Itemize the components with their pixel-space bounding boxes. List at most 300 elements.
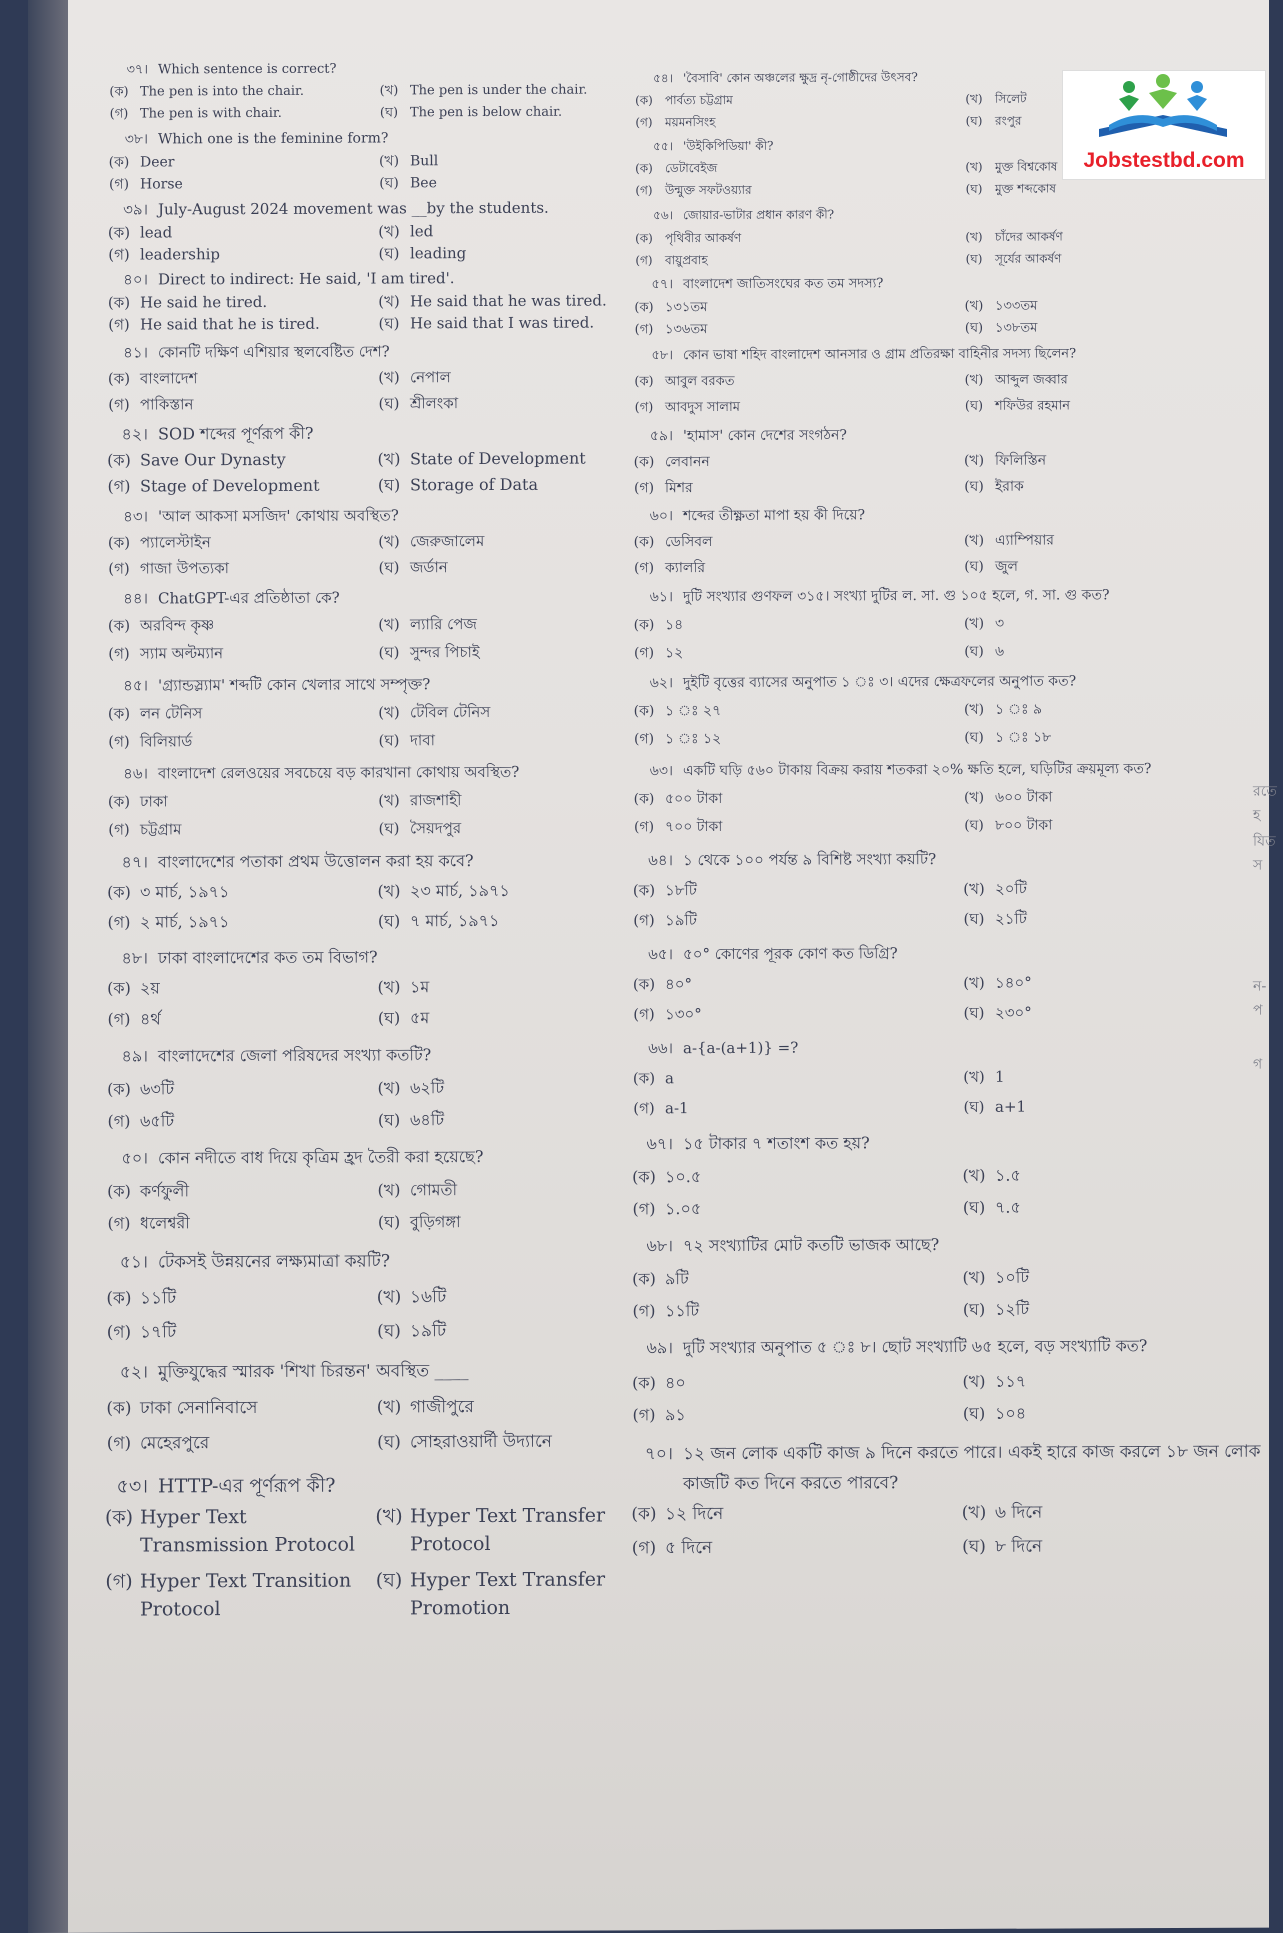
option	[953, 1495, 1283, 1530]
option-label: (খ)	[376, 1287, 402, 1308]
option-text: leadership	[140, 245, 221, 264]
option-text: পার্বত্য চট্টগ্রাম	[665, 92, 733, 108]
edge-fragment: গ	[1253, 1056, 1263, 1073]
option	[368, 1565, 638, 1628]
question-text: ঢাকা বাংলাদেশের কত তম বিভাগ?	[158, 947, 378, 968]
option	[368, 813, 638, 842]
option	[368, 311, 638, 334]
option-text: মুক্ত বিশ্বকোষ	[995, 159, 1058, 174]
question-text: জোয়ার-ভাটার প্রধান কারণ কী?	[683, 207, 835, 223]
option-text: 1	[995, 1067, 1005, 1086]
option-label: (ক)	[633, 617, 655, 634]
option	[953, 447, 1283, 474]
option-text: আব্দুল জব্বার	[995, 372, 1068, 388]
question-text: বাংলাদেশের জেলা পরিষদের সংখ্যা কতটি?	[158, 1045, 432, 1066]
option-text: ধলেশ্বরী	[140, 1213, 190, 1233]
option-label: (ক)	[107, 1079, 131, 1099]
option-text: টেবিল টেনিস	[410, 702, 491, 722]
option-label: (গ)	[108, 644, 130, 663]
question-text: 'আল আকসা মসজিদ' কোথায় অবস্থিত?	[158, 506, 399, 526]
option-text: a-1	[665, 1099, 689, 1118]
option-label: (খ)	[962, 1165, 986, 1185]
option	[368, 609, 638, 638]
option	[953, 695, 1283, 724]
option-text: শ্রীলংকা	[410, 394, 459, 413]
option	[953, 1397, 1283, 1430]
option-label: (ক)	[107, 792, 131, 811]
option-text: সোহরাওয়ার্দী উদ্যানে	[410, 1431, 552, 1453]
option-label: (ক)	[632, 1069, 656, 1088]
option-label: (ক)	[107, 369, 131, 388]
question-number: ৬৯।	[646, 1338, 673, 1358]
question	[98, 1245, 638, 1349]
option	[623, 448, 953, 475]
question	[623, 843, 1283, 936]
option-text: ২১টি	[995, 909, 1027, 928]
option-label: (গ)	[635, 253, 653, 268]
option-text: বিলিয়ার্ড	[140, 732, 193, 751]
option-text: জেরুজালেম	[410, 532, 485, 551]
option-label: (গ)	[108, 559, 130, 578]
option	[368, 1001, 638, 1034]
option-text: Save Our Dynasty	[140, 449, 286, 470]
option	[953, 1091, 1283, 1122]
options	[623, 609, 1283, 668]
option	[623, 1262, 953, 1295]
option-label: (গ)	[634, 400, 654, 416]
option-text: ১০৪	[995, 1403, 1027, 1423]
option-label: (খ)	[964, 372, 984, 388]
option	[98, 787, 368, 816]
option-label: (ক)	[635, 231, 653, 246]
question	[98, 1141, 638, 1239]
option-label: (খ)	[377, 1180, 401, 1200]
option-text: He said he tired.	[140, 292, 268, 312]
question-number: ৭০।	[644, 1444, 673, 1465]
option-text: ল্যারি পেজ	[410, 615, 477, 634]
question-number: ৬৬।	[648, 1039, 673, 1058]
question-text: শব্দের তীক্ষ্ণতা মাপা হয় কী দিয়ে?	[683, 507, 865, 525]
option-text: He said that he is tired.	[140, 314, 320, 334]
option-label: (ঘ)	[378, 394, 400, 413]
option-label: (গ)	[633, 1005, 655, 1024]
question	[623, 271, 1283, 342]
option	[368, 875, 638, 906]
option	[623, 318, 953, 341]
option-text: সৈয়দপুর	[410, 819, 462, 838]
question	[98, 1039, 638, 1137]
option-label: (ঘ)	[378, 558, 400, 577]
option-label: (গ)	[632, 1405, 656, 1425]
option-label: (ক)	[633, 454, 655, 471]
option	[98, 1105, 368, 1138]
question-number: ৬৪।	[648, 851, 673, 870]
question-number: ৬৭।	[646, 1134, 673, 1154]
option	[98, 473, 368, 500]
option-label: (গ)	[633, 560, 655, 577]
option-label: (খ)	[378, 615, 400, 634]
option-label: (খ)	[963, 532, 985, 549]
question	[623, 1229, 1283, 1328]
option-label: (ঘ)	[377, 911, 401, 931]
option-text: Hyper Text Transition Protocol	[140, 1569, 352, 1621]
option-text: ২৩ মার্চ, ১৯৭১	[410, 880, 510, 901]
option-text: বাংলাদেশ	[140, 369, 198, 388]
option-label: (গ)	[633, 645, 655, 662]
option	[98, 1073, 368, 1106]
option-text: ১৩৬তম	[665, 322, 708, 338]
question-text: দুটি সংখ্যার অনুপাত ৫ ঃ ৮। ছোট সংখ্যাটি ৬৫ হলে, বড় সংখ্যাটি কত?	[683, 1336, 1148, 1358]
option	[368, 971, 638, 1002]
option	[368, 1501, 638, 1566]
option	[368, 389, 638, 416]
option	[98, 1281, 368, 1316]
option-text: ১ ঃ ৯	[995, 701, 1043, 718]
option-label: (খ)	[963, 789, 985, 806]
option-text: Storage of Data	[410, 474, 538, 495]
option	[98, 1315, 368, 1350]
options	[98, 79, 638, 125]
option	[953, 393, 1283, 420]
option-label: (গ)	[108, 245, 130, 264]
edge-fragment: যিত স	[1253, 833, 1276, 874]
option-text: ১৯টি	[665, 911, 697, 930]
option-label: (খ)	[378, 532, 400, 551]
option-text: ১১টি	[140, 1288, 177, 1309]
option	[98, 365, 368, 392]
options	[98, 609, 638, 667]
question-number: ৫৮।	[651, 348, 673, 364]
question-text: 'বৈসাবি' কোন অঞ্চলের ক্ষুদ্র নৃ-গোষ্ঠীদের উৎসব?	[683, 70, 918, 86]
question-number: ৫০।	[121, 1148, 148, 1168]
option-text: ৫ দিনে	[665, 1538, 713, 1559]
option-label: (খ)	[377, 881, 401, 901]
option	[98, 447, 368, 474]
options	[623, 1365, 1283, 1432]
option-label: (গ)	[107, 1009, 131, 1029]
option-label: (গ)	[633, 480, 655, 497]
option-label: (ক)	[633, 791, 655, 808]
question-number: ৪০।	[123, 270, 148, 289]
option-text: লেবানন	[665, 454, 710, 471]
option	[368, 1279, 638, 1314]
option-label: (খ)	[378, 222, 400, 241]
option	[953, 1365, 1283, 1398]
option-label: (খ)	[964, 298, 984, 314]
options	[623, 527, 1283, 582]
option	[953, 317, 1283, 340]
option-label: (খ)	[378, 368, 400, 387]
option-text: ৩	[995, 615, 1005, 632]
question	[98, 125, 638, 195]
option	[368, 101, 638, 124]
question-number: ৪৭।	[121, 852, 148, 872]
option	[98, 151, 368, 174]
option-text: জর্ডান	[410, 558, 448, 577]
book-people-icon	[1063, 71, 1265, 145]
option	[953, 527, 1283, 554]
question	[623, 341, 1283, 422]
option-text: Stage of Development	[140, 475, 320, 496]
option-text: উন্মুক্ত সফটওয়্যার	[665, 182, 752, 198]
option	[953, 903, 1283, 934]
option-label: (গ)	[635, 183, 653, 198]
question-text: SOD শব্দের পূর্ণরূপ কী?	[158, 423, 314, 444]
option	[368, 1173, 638, 1206]
option	[368, 1103, 638, 1136]
option-text: ১৩১তম	[665, 300, 708, 316]
exam-paper	[28, 0, 1277, 1933]
option-label: (খ)	[963, 879, 985, 898]
question-number: ৩৯।	[123, 200, 148, 219]
option	[953, 1159, 1283, 1192]
option	[368, 241, 638, 264]
option-label: (খ)	[378, 292, 400, 311]
option-text: ঢাকা	[140, 792, 168, 811]
question	[98, 195, 638, 265]
question-number: ৪৬।	[123, 764, 148, 783]
options	[623, 695, 1283, 754]
option	[98, 1207, 368, 1240]
option	[953, 783, 1283, 812]
question-number: ৬১।	[649, 589, 673, 606]
option-label: (ঘ)	[964, 817, 984, 834]
option-label: (খ)	[963, 615, 985, 632]
option-label: (গ)	[632, 1301, 656, 1321]
question-text: Direct to indirect: He said, 'I am tired'.	[158, 269, 455, 289]
option-text: এ্যাম্পিয়ার	[995, 532, 1055, 549]
option-label: (গ)	[108, 732, 130, 751]
question	[98, 57, 638, 125]
options	[623, 367, 1283, 422]
site-logo	[1062, 70, 1266, 180]
edge-fragment: ন-প	[1253, 978, 1267, 1019]
option-text: চাঁদের আকর্ষণ	[995, 229, 1063, 244]
option	[368, 445, 638, 472]
option-text: He said that he was tired.	[410, 291, 607, 311]
option-text: ৭.৫	[995, 1197, 1021, 1217]
question	[98, 583, 638, 667]
question-number: ৩৭।	[126, 62, 148, 78]
option	[623, 1192, 953, 1225]
question-number: ৪৮।	[121, 948, 148, 968]
question-text: দুটি সংখ্যার গুণফল ৩১৫। সংখ্যা দুটির ল. সা. গু ১০৫ হলে, গ. সা. গু কত?	[683, 587, 1110, 606]
option-text: সুন্দর পিচাই	[410, 643, 480, 662]
option-text: মিশর	[665, 480, 693, 497]
option-text: ১.০৫	[665, 1199, 702, 1219]
option-text: ডেসিবল	[665, 534, 713, 551]
question-text: 'উইকিপিডিয়া' কী?	[683, 138, 774, 154]
option-text: ১২টি	[995, 1299, 1030, 1319]
option-label: (ঘ)	[378, 244, 400, 263]
option-label: (খ)	[376, 1397, 402, 1418]
option-label: (ঘ)	[963, 1097, 985, 1116]
options	[623, 873, 1283, 936]
options	[98, 785, 638, 843]
option	[368, 785, 638, 814]
option-label: (ঘ)	[963, 1003, 985, 1022]
option	[98, 103, 368, 126]
option-label: (খ)	[377, 977, 401, 997]
option	[623, 178, 953, 201]
option-text: ১২ দিনে	[665, 1503, 724, 1525]
option-label: (গ)	[109, 106, 129, 122]
option	[953, 1529, 1283, 1564]
question	[623, 421, 1283, 502]
option-label: (ঘ)	[375, 1569, 403, 1592]
options	[623, 967, 1283, 1030]
option-text: Bull	[410, 153, 439, 170]
option-text: রাজশাহী	[410, 791, 462, 810]
option-label: (গ)	[631, 1538, 657, 1559]
option	[98, 1425, 368, 1462]
question-number: ৬৫।	[648, 945, 673, 964]
question	[623, 1437, 1283, 1566]
question	[98, 669, 638, 755]
option	[623, 394, 953, 421]
option	[623, 1062, 953, 1093]
option-label: (ক)	[634, 374, 654, 390]
option-text: শফিউর রহমান	[995, 398, 1071, 414]
option-text: ১ ঃ ১২	[665, 730, 722, 748]
options	[98, 1389, 638, 1461]
option-label: (ক)	[107, 223, 131, 242]
option-label: (খ)	[378, 791, 400, 810]
option-text: Bee	[410, 175, 437, 192]
question-number: ৪৩।	[123, 507, 148, 526]
option	[623, 368, 953, 395]
options	[623, 225, 1283, 272]
option-label: (গ)	[634, 322, 654, 338]
option-label: (ক)	[632, 881, 656, 900]
option-label: (ঘ)	[965, 113, 983, 128]
option-text: ৩ মার্চ, ১৯৭১	[140, 882, 230, 902]
question	[98, 1469, 638, 1629]
option-label: (ঘ)	[378, 314, 400, 333]
option	[953, 609, 1283, 638]
option-text: ১১৭	[995, 1371, 1027, 1391]
options	[98, 527, 638, 581]
option	[953, 637, 1283, 666]
option-label: (ঘ)	[963, 909, 985, 928]
question	[98, 337, 638, 417]
question-number: ৫৩।	[116, 1475, 148, 1498]
options	[623, 1495, 1283, 1566]
option	[98, 529, 368, 556]
option-label: (ঘ)	[378, 643, 400, 662]
option	[98, 313, 368, 336]
option	[953, 873, 1283, 904]
option-text: স্যাম অল্টম্যান	[140, 644, 224, 663]
option-text: ১৩০°	[665, 1005, 702, 1024]
option-text: He said that I was tired.	[410, 313, 595, 333]
option	[623, 724, 953, 753]
option-text: ক্যালরি	[665, 560, 706, 577]
option	[368, 1071, 638, 1104]
option-label: (ক)	[106, 1398, 132, 1419]
option	[368, 725, 638, 754]
option-label: (ক)	[107, 616, 131, 635]
option-label: (ক)	[107, 704, 131, 723]
option-label: (ঘ)	[964, 320, 984, 336]
option	[368, 697, 638, 726]
option-text: প্যালেস্টাইন	[140, 533, 211, 552]
option-text: ৫০০ টাকা	[665, 790, 723, 808]
question-text: ChatGPT-এর প্রতিষ্ঠাতা কে?	[158, 588, 340, 608]
option-label: (ক)	[635, 161, 653, 176]
options	[98, 289, 638, 335]
option-text: ১৮টি	[665, 881, 697, 900]
option	[953, 967, 1283, 998]
option-text: Horse	[140, 176, 183, 193]
question-text: বাংলাদেশের পতাকা প্রথম উত্তোলন করা হয় কবে?	[158, 851, 474, 872]
option	[953, 367, 1283, 394]
option-text: ৪০	[665, 1373, 686, 1393]
option-text: আবুল বরকত	[665, 373, 735, 390]
option-text: ১১টি	[665, 1301, 700, 1321]
option-text: ১ম	[410, 977, 430, 997]
option-text: বায়ুপ্রবাহ	[665, 253, 708, 268]
option-text: ১.৫	[995, 1165, 1021, 1185]
option-label: (ক)	[106, 1288, 132, 1309]
option-label: (খ)	[965, 229, 983, 244]
question-number: ৬৩।	[649, 763, 673, 780]
option-label: (ঘ)	[377, 1321, 401, 1342]
options	[623, 295, 1283, 342]
option-text: a+1	[995, 1097, 1027, 1116]
question-number: ৫৯।	[649, 428, 673, 445]
option	[953, 723, 1283, 752]
option-text: ৬৪টি	[410, 1110, 445, 1130]
option-text: ২ মার্চ, ১৯৭১	[140, 912, 230, 932]
option-label: (ক)	[634, 300, 654, 316]
option	[623, 998, 953, 1029]
option-text: Hyper Text Transfer Protocol	[410, 1504, 606, 1556]
option	[368, 1313, 638, 1348]
option-label: (ঘ)	[965, 181, 983, 196]
option	[98, 1567, 368, 1630]
option-label: (খ)	[379, 83, 399, 99]
option-label: (খ)	[965, 159, 983, 174]
option	[623, 528, 953, 555]
question	[98, 501, 638, 581]
option	[953, 1293, 1283, 1326]
option	[623, 1398, 953, 1431]
option-text: দাবা	[410, 731, 435, 750]
option	[368, 1389, 638, 1424]
option	[953, 1261, 1283, 1294]
question-text: ৭২ সংখ্যাটির মোট কতটি ভাজক আছে?	[683, 1235, 940, 1256]
options	[98, 697, 638, 755]
option	[953, 473, 1283, 500]
option-text: led	[410, 222, 434, 241]
option-text: কর্ণফুলী	[140, 1181, 190, 1201]
option-text: সিলেট	[995, 91, 1027, 106]
option	[98, 907, 368, 938]
option-label: (খ)	[963, 973, 985, 992]
option	[623, 812, 953, 841]
option-text: বুড়িগঙ্গা	[410, 1212, 461, 1232]
question-text: বাংলাদেশ জাতিসংঘের কত তম সদস্য?	[683, 276, 884, 293]
option	[953, 295, 1283, 318]
option-label: (খ)	[962, 1267, 986, 1287]
option	[623, 968, 953, 999]
option-label: (গ)	[108, 176, 130, 193]
option	[623, 638, 953, 667]
question	[623, 201, 1283, 272]
option-label: (ক)	[633, 534, 655, 551]
question	[98, 419, 638, 499]
